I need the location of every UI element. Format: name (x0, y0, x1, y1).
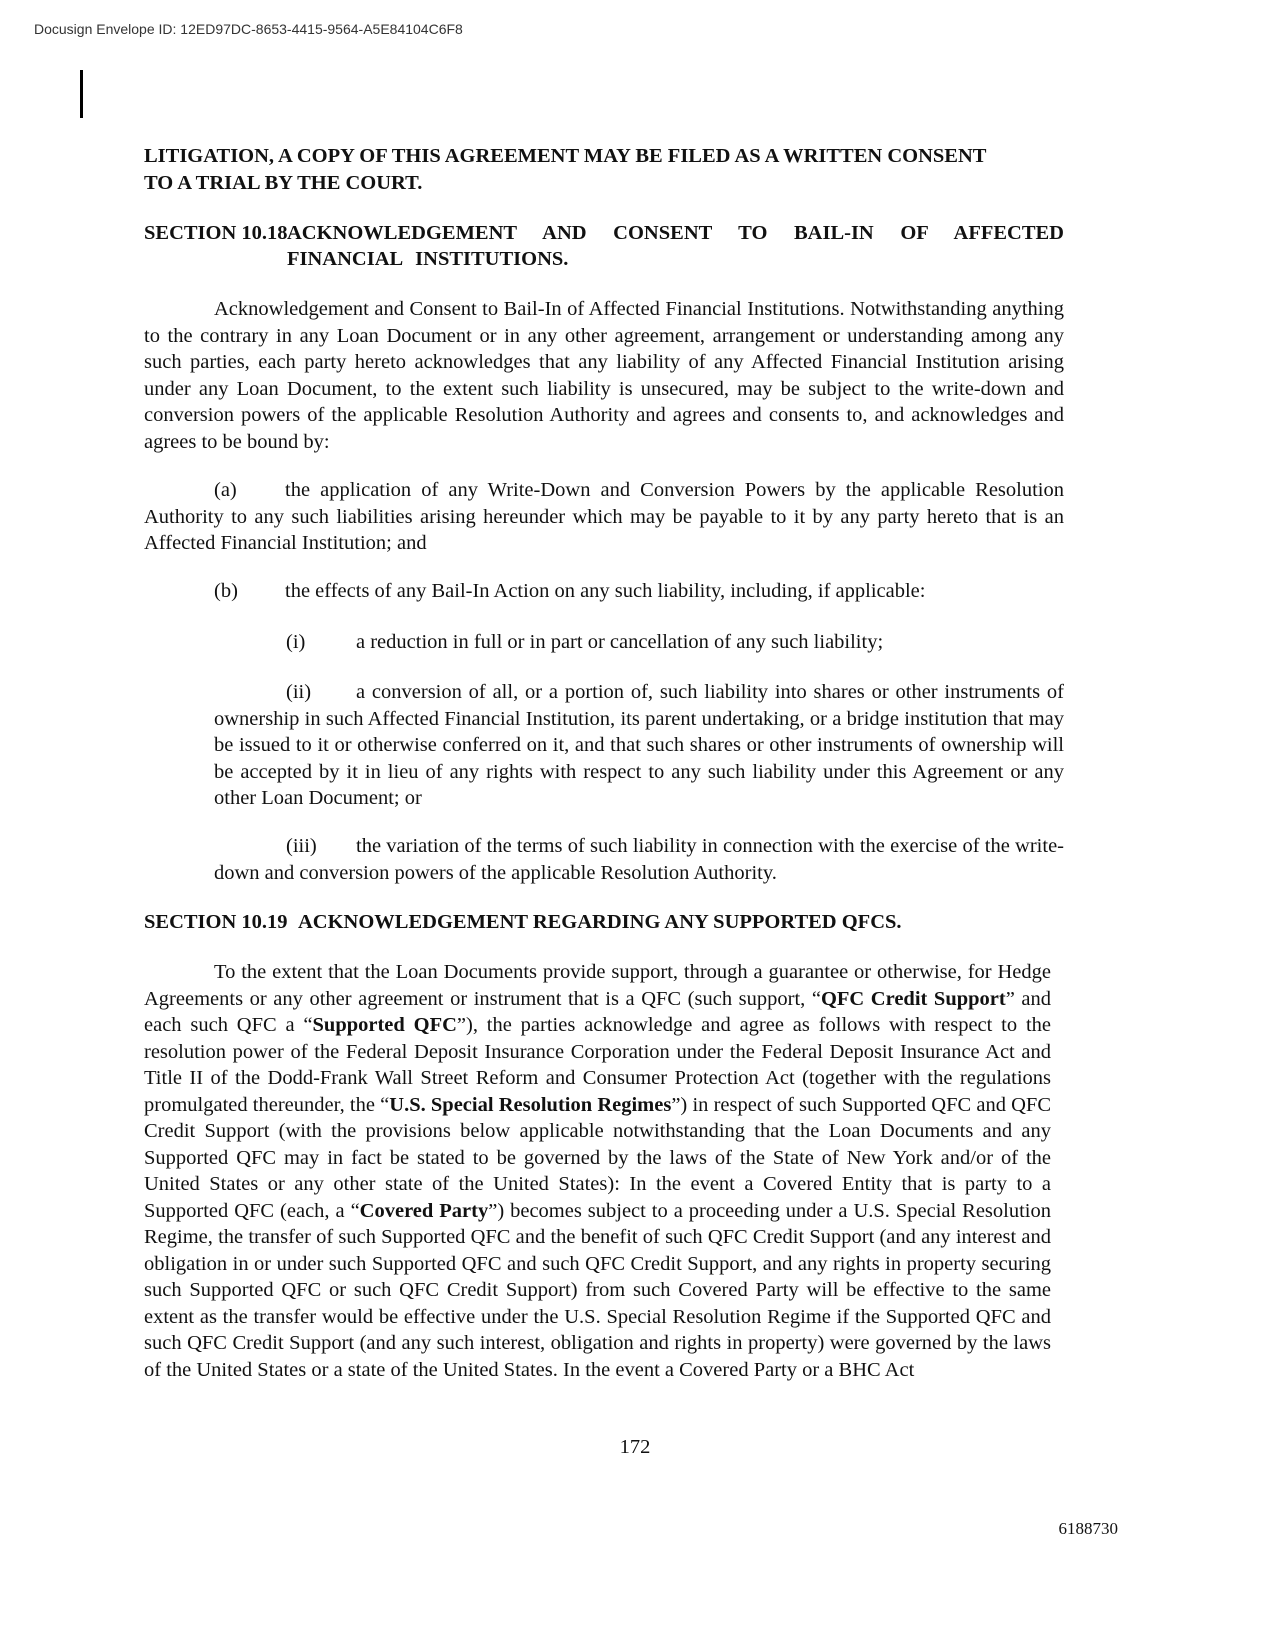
item-ii-label: (ii) (286, 681, 312, 703)
defined-term-covered-party: Covered Party (359, 1199, 489, 1222)
section-1019-text-mid-2: ”), the parties acknowledge and agree as follows with respect to the resolution power of the Federal Deposit Insurance Corporation under the Federal Deposit Insurance Act and Title II of the Dodd-Frank Wall Street Reform and Consumer Protection Act (together with the regulations promulgated thereunder, the “ (144, 1014, 1051, 1116)
defined-term-qfc-credit-support: QFC Credit Support (820, 987, 1006, 1010)
section-1019-text-intro: To the extent that the Loan Documents provide support, through a guarantee or otherwise, for Hedge Agreements or any other agreement or instrument that is a QFC (such support, “ (144, 961, 1051, 1010)
section-1018-number: SECTION 10.18 (144, 222, 288, 244)
defined-term-us-special-resolution-regimes: U.S. Special Resolution Regimes (389, 1093, 672, 1116)
section-1019-paragraph (144, 959, 1051, 1383)
intro-line-1: LITIGATION, A COPY OF THIS AGREEMENT MAY BE FILED AS A WRITTEN CONSENT (144, 145, 987, 167)
defined-term-supported-qfc: Supported QFC (312, 1014, 457, 1036)
item-b-text: the effects of any Bail-In Action on any such liability, including, if applicable: (285, 580, 926, 602)
document-id: 6188730 (1058, 1519, 1118, 1538)
intro-line-2: TO A TRIAL BY THE COURT. (144, 172, 423, 194)
page-number: 172 (619, 1436, 651, 1458)
section-1018-paragraph: Acknowledgement and Consent to Bail-In of Affected Financial Institutions. Notwithstanding anything to the contrary in any Loan Document or in any other agreement, arrangement or understanding among any such parties, each party hereto acknowledges that any liability of any Affected Financial Institution arising under any Loan Document, to the extent such liability is unsecured, may be subject to the write-down and conversion powers of the applicable Resolution Authority and agrees and consents to, and acknowledges and agrees to be bound by: (144, 298, 1064, 453)
section-1019-number: SECTION 10.19 (144, 911, 288, 933)
item-i-text: a reduction in full or in part or cancellation of any such liability; (356, 631, 884, 653)
section-1019-text-mid-3: ”) in respect of such Supported QFC and QFC Credit Support (with the provisions below applicable notwithstanding that the Loan Documents and any Supported QFC may in fact be stated to be governed by the laws of the State of New York and/or of the United States or any other state of the United States): In the event a Covered Entity that is party to a Supported QFC (each, a “ (144, 1093, 1052, 1222)
section-1019-text-mid-1: ” and each such QFC a “ (144, 987, 1051, 1036)
item-iii-text: the variation of the terms of such liability in connection with the exercise of the write-down and conversion powers of the applicable Resolution Authority. (214, 835, 1064, 884)
envelope-id: Docusign Envelope ID: 12ED97DC-8653-4415-9564-A5E84104C6F8 (34, 21, 463, 37)
section-1019-heading: ACKNOWLEDGEMENT REGARDING ANY SUPPORTED QFCS. (298, 911, 902, 933)
item-a-label: (a) (214, 479, 237, 501)
change-bar (80, 70, 83, 118)
item-i-label: (i) (286, 631, 306, 653)
item-iii-label: (iii) (286, 835, 317, 857)
section-1019-text-end: ”) becomes subject to a proceeding under a U.S. Special Resolution Regime, the transfer of such Supported QFC and the benefit of such QFC Credit Support (and any interest and obligation in or under such Supported QFC and such QFC Credit Support, and any rights in property securing such Supported QFC or such QFC Credit Support) from such Covered Party will be effective to the same extent as the transfer would be effective under the U.S. Special Resolution Regime if the Supported QFC and such QFC Credit Support (and any such interest, obligation and rights in property) were governed by the laws of the United States or a state of the United States. In the event a Covered Party or a BHC Act (144, 1199, 1051, 1381)
item-b-label: (b) (214, 580, 238, 602)
section-1018-heading-line-2: FINANCIAL INSTITUTIONS. (287, 248, 569, 270)
item-a-text: the application of any Write-Down and Conversion Powers by the applicable Resolution Authority to any such liabilities arising hereunder which may be payable to it by any party hereto that is an Affected Financial Institution; and (144, 479, 1064, 554)
item-ii-text: a conversion of all, or a portion of, such liability into shares or other instruments of ownership in such Affected Financial Institution, its parent undertaking, or a bridge institution that may be issued to it or otherwise conferred on it, and that such shares or other instruments of ownership will be accepted by it in lieu of any rights with respect to any such liability under this Agreement or any other Loan Document; or (214, 681, 1064, 809)
section-1018-heading-line-1: ACKNOWLEDGEMENT AND CONSENT TO BAIL-IN OF AFFECTED (287, 222, 1064, 244)
